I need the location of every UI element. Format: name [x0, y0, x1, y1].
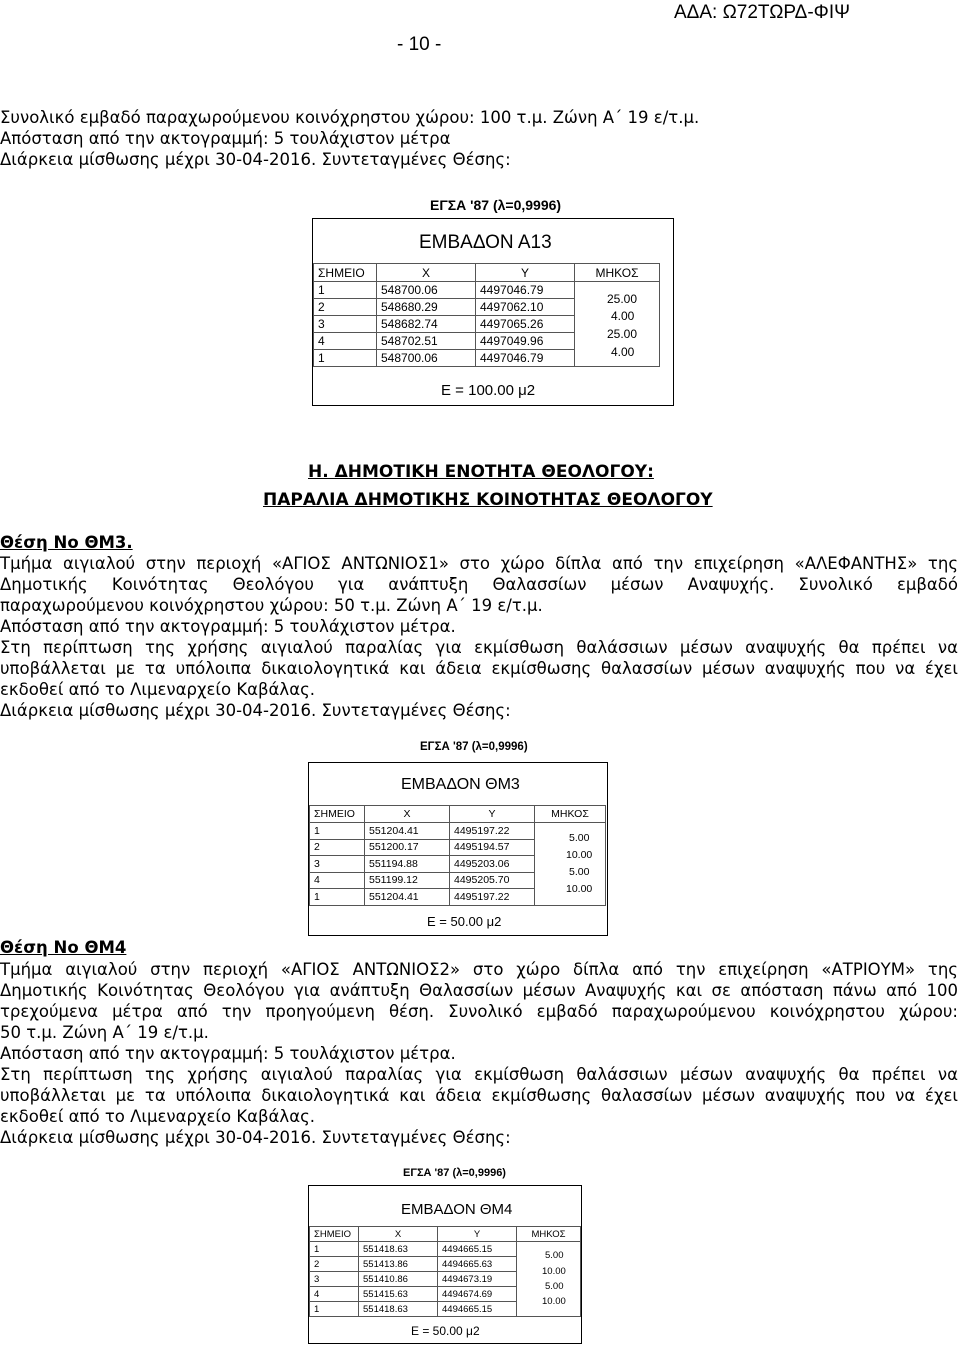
table-row: 2 551200.17 4495194.57 — [310, 839, 606, 856]
position-title-tm4: Θέση Νο ΘΜ4 — [0, 938, 127, 957]
table-row: 1 551418.63 4494665.15 — [310, 1242, 581, 1257]
intro-duration-line: Διάρκεια μίσθωσης μέχρι 30-04-2016. Συντεταγμένες Θέσης: — [0, 150, 511, 169]
intro-area-line: Συνολικό εμβαδό παραχωρούμενου κοινόχρηστου χώρου: 100 τ.μ. Ζώνη Α΄ 19 ε/τ.μ. — [0, 108, 700, 127]
area-total: E = 50.00 μ2 — [427, 914, 502, 929]
col-header-x: X — [377, 264, 476, 282]
area-total: E = 50.00 μ2 — [411, 1324, 480, 1338]
col-header-y: Y — [476, 264, 575, 282]
table-row: 1 548700.06 4497046.79 — [314, 282, 660, 299]
segment-length: 10.00 — [566, 883, 593, 895]
projection-caption: ΕΓΣΑ '87 (λ=0,9996) — [403, 1167, 506, 1179]
tm3-duration: Διάρκεια μίσθωσης μέχρι 30-04-2016. Συντεταγμένες Θέσης: — [0, 701, 511, 720]
segment-length: 4.00 — [611, 345, 635, 359]
table-row: 1 551418.63 4494665.15 — [310, 1302, 581, 1317]
table-row: 1 548700.06 4497046.79 — [314, 350, 660, 367]
figure-frame — [308, 1185, 582, 1344]
ada-code: ΑΔΑ: Ω72ΤΩΡΔ-ΦΙΨ — [674, 2, 850, 23]
table-row: 4 548702.51 4497049.96 — [314, 333, 660, 350]
segment-length: 5.00 — [545, 1250, 564, 1261]
table-row: 1 551204.41 4495197.22 — [310, 823, 606, 840]
table-row: 2 551413.86 4494665.63 — [310, 1257, 581, 1272]
table-row: 3 551410.86 4494673.19 — [310, 1272, 581, 1287]
segment-length: 4.00 — [611, 309, 635, 323]
projection-caption: ΕΓΣΑ '87 (λ=0,9996) — [420, 741, 528, 753]
segment-length: 25.00 — [607, 327, 638, 341]
coordinates-table: ΣΗΜΕΙΟ X Y ΜΗΚΟΣ 1 551418.63 4494665.15 2 551413.86 4494665.63 3 551410.86 4494673.19 4 551415.63 4494674.69 1 551418.63 4494665.15 — [309, 1226, 581, 1317]
tm3-description: Τμήμα αιγιαλού στην περιοχή «ΑΓΙΟΣ ΑΝΤΩΝΙΟΣ1» στο χώρο δίπλα από την επιχείρηση «ΑΛΕΦΑΝΤΗΣ» της Δημοτικής Κοινότητας Θεολόγου για ανάπτυξη Θαλασσίων μέσων Αναψυχής. Συνολικό εμβαδό παραχωρούμενου κοινόχρηστου χώρου: 50 τ.μ. Ζώνη Α΄ 19 ε/τ.μ. Απόσταση από την ακτογραμμή: 5 τουλάχιστον μέτρα. Στη περίπτωση της χρήσης αιγιαλού παραλίας για εκμίσθωση θαλάσσιων μέσων αναψυχής θα πρέπει να υποβάλλεται με τα υπόλοιπα δικαιολογητικά και άδεια εκμίσθωσης θαλασσίων μέσων αναψυχής που να έχει εκδοθεί από το Λιμεναρχείο Καβάλας. Διάρκεια μίσθωσης μέχρι 30-04-2016. Συντεταγμένες Θέσης: — [0, 554, 958, 720]
intro-distance-line: Απόσταση από την ακτογραμμή: 5 τουλάχιστον μέτρα — [0, 129, 451, 148]
segment-length: 5.00 — [569, 866, 590, 878]
table-row: 4 551199.12 4495205.70 — [310, 872, 606, 889]
coordinates-table — [313, 263, 660, 367]
area-total: E = 100.00 μ2 — [441, 382, 536, 399]
col-header-point: ΣΗΜΕΙΟ — [314, 264, 377, 282]
table-row: 4 551415.63 4494674.69 — [310, 1287, 581, 1302]
projection-caption: ΕΓΣΑ '87 (λ=0,9996) — [430, 197, 562, 213]
section-heading: Η. ΔΗΜΟΤΙΚΗ ΕΝΟΤΗΤΑ ΘΕΟΛΟΓΟΥ: — [308, 462, 654, 482]
table-row: 1 551204.41 4495197.22 — [310, 889, 606, 906]
figure-frame — [312, 218, 674, 406]
tm3-distance: Απόσταση από την ακτογραμμή: 5 τουλάχιστον μέτρα. — [0, 617, 456, 636]
table-row: 2 548680.29 4497062.10 — [314, 299, 660, 316]
segment-length: 25.00 — [607, 292, 638, 306]
figure-title: ΕΜΒΑΔΟΝ ΘΜ3 — [401, 776, 520, 793]
tm4-distance: Απόσταση από την ακτογραμμή: 5 τουλάχιστον μέτρα. — [0, 1044, 456, 1063]
figure-title: ΕΜΒΑΔΟΝ ΘΜ4 — [401, 1201, 513, 1218]
figure-title: ΕΜΒΑΔΟΝ Α13 — [419, 232, 552, 253]
segment-length: 10.00 — [566, 849, 593, 861]
segment-length: 10.00 — [542, 1266, 566, 1277]
coordinates-table: ΣΗΜΕΙΟ X Y ΜΗΚΟΣ 1 551204.41 4495197.22 2 551200.17 4495194.57 3 551194.88 4495203.06 4 551199.12 4495205.70 1 551204.41 4495197.22 — [309, 805, 606, 906]
section-subheading: ΠΑΡΑΛΙΑ ΔΗΜΟΤΙΚΗΣ ΚΟΙΝΟΤΗΤΑΣ ΘΕΟΛΟΓΟΥ — [263, 490, 713, 510]
table-row: 3 551194.88 4495203.06 — [310, 856, 606, 873]
tm4-description: Τμήμα αιγιαλού στην περιοχή «ΑΓΙΟΣ ΑΝΤΩΝΙΟΣ2» στο χώρο δίπλα από την επιχείρηση «ΑΤΡΙΟΥΜ» της Δημοτικής Κοινότητας Θεολόγου για ανάπτυξη Θαλασσίων μέσων Αναψυχής και σε απόσταση πάνω από 100 τρεχούμενα μέτρα από την προηγούμενη θέση. Συνολικό εμβαδό παραχωρούμενου κοινόχρηστου χώρου: 50 τ.μ. Ζώνη Α΄ 19 ε/τ.μ. Απόσταση από την ακτογραμμή: 5 τουλάχιστον μέτρα. Στη περίπτωση της χρήσης αιγιαλού παραλίας για εκμίσθωση θαλάσσιων μέσων αναψυχής θα πρέπει να υποβάλλεται με τα υπόλοιπα δικαιολογητικά και άδεια εκμίσθωσης θαλασσίων μέσων αναψυχής που να έχει εκδοθεί από το Λιμεναρχείο Καβάλας. Διάρκεια μίσθωσης μέχρι 30-04-2016. Συντεταγμένες Θέσης: — [0, 960, 958, 1147]
segment-length: 5.00 — [545, 1281, 564, 1292]
segment-length: 5.00 — [569, 832, 590, 844]
figure-frame — [308, 762, 608, 936]
page-number: - 10 - — [397, 34, 442, 55]
col-header-length: ΜΗΚΟΣ — [575, 264, 660, 282]
table-row: 3 548682.74 4497065.26 — [314, 316, 660, 333]
segment-length: 10.00 — [542, 1296, 566, 1307]
position-title-tm3: Θέση Νο ΘΜ3. — [0, 533, 133, 552]
tm4-duration: Διάρκεια μίσθωσης μέχρι 30-04-2016. Συντεταγμένες Θέσης: — [0, 1128, 511, 1147]
